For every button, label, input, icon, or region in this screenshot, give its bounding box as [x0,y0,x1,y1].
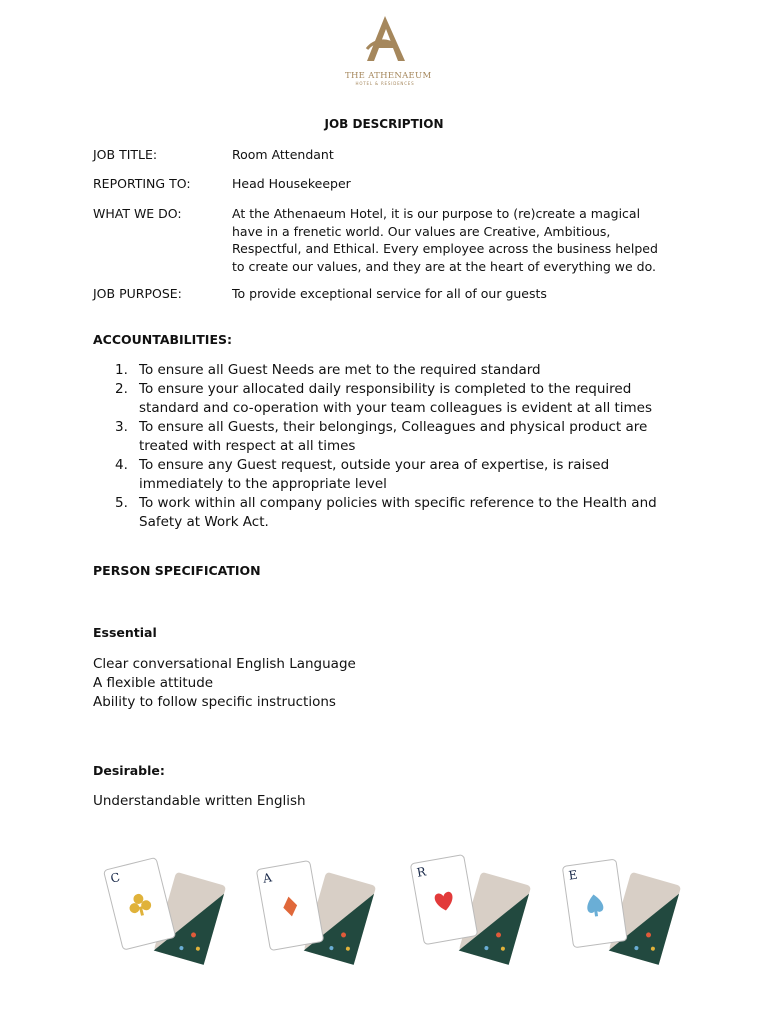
svg-text:E: E [567,867,579,883]
accountabilities-heading: ACCOUNTABILITIES: [93,332,233,347]
item-text: To ensure all Guest Needs are met to the required standard [139,362,541,378]
essential-item: Ability to follow specific instructions [93,694,336,710]
svg-text:R: R [415,864,428,880]
ambitious-value-card-illustration [253,850,383,975]
document-title: JOB DESCRIPTION [324,117,444,131]
svg-text:C: C [109,870,122,886]
essential-item: Clear conversational English Language [93,656,356,672]
svg-text:A: A [261,870,273,886]
desirable-heading: Desirable: [93,763,165,778]
creative-value-card-illustration [103,850,233,975]
ethical-value-card-illustration [558,850,688,975]
logo-name: THE ATHENAEUM [345,71,432,81]
desirable-item: Understandable written English [93,793,306,809]
item-number: 2. [115,381,128,397]
list-item [115,494,685,532]
respectful-value-card-illustration [408,850,538,975]
item-text: To ensure your allocated daily responsibility is completed to the required standard and co-operation with your team colleagues is evident at all times [139,381,653,416]
athenaeum-logo-mark-icon [345,13,425,65]
reporting-to-value: Head Housekeeper [232,176,351,191]
item-text: To work within all company policies with specific reference to the Health and Safety at Work Act. [139,495,657,530]
accountabilities-list [115,361,685,532]
essential-item: A flexible attitude [93,675,214,691]
job-title-label: JOB TITLE: [93,147,158,162]
hotel-logo [345,13,432,86]
list-item [115,418,685,456]
list-item [115,456,685,494]
job-purpose-label: JOB PURPOSE: [93,286,182,301]
what-we-do-value: At the Athenaeum Hotel, it is our purpose to (re)create a magical have in a frenetic world. Our values are Creative, Ambitious, Respectful, and Ethical. Every employee across the business helped to create our values, and they are at the heart of everything we do. [232,206,658,274]
list-item [115,380,685,418]
logo-subtitle: HOTEL & RESIDENCES [355,81,415,86]
list-item [115,361,685,380]
item-number: 1. [115,362,128,378]
job-purpose-value: To provide exceptional service for all of our guests [232,286,547,301]
item-number: 3. [115,419,128,435]
what-we-do-label: WHAT WE DO: [93,206,182,221]
job-title-value: Room Attendant [232,147,334,162]
item-number: 4. [115,457,128,473]
reporting-to-label: REPORTING TO: [93,176,191,191]
person-specification-heading: PERSON SPECIFICATION [93,563,261,578]
item-number: 5. [115,495,128,511]
item-text: To ensure all Guests, their belongings, Colleagues and physical product are treated with respect at all times [139,419,648,454]
essential-heading: Essential [93,625,157,640]
item-text: To ensure any Guest request, outside your area of expertise, is raised immediately to the appropriate level [139,457,610,492]
